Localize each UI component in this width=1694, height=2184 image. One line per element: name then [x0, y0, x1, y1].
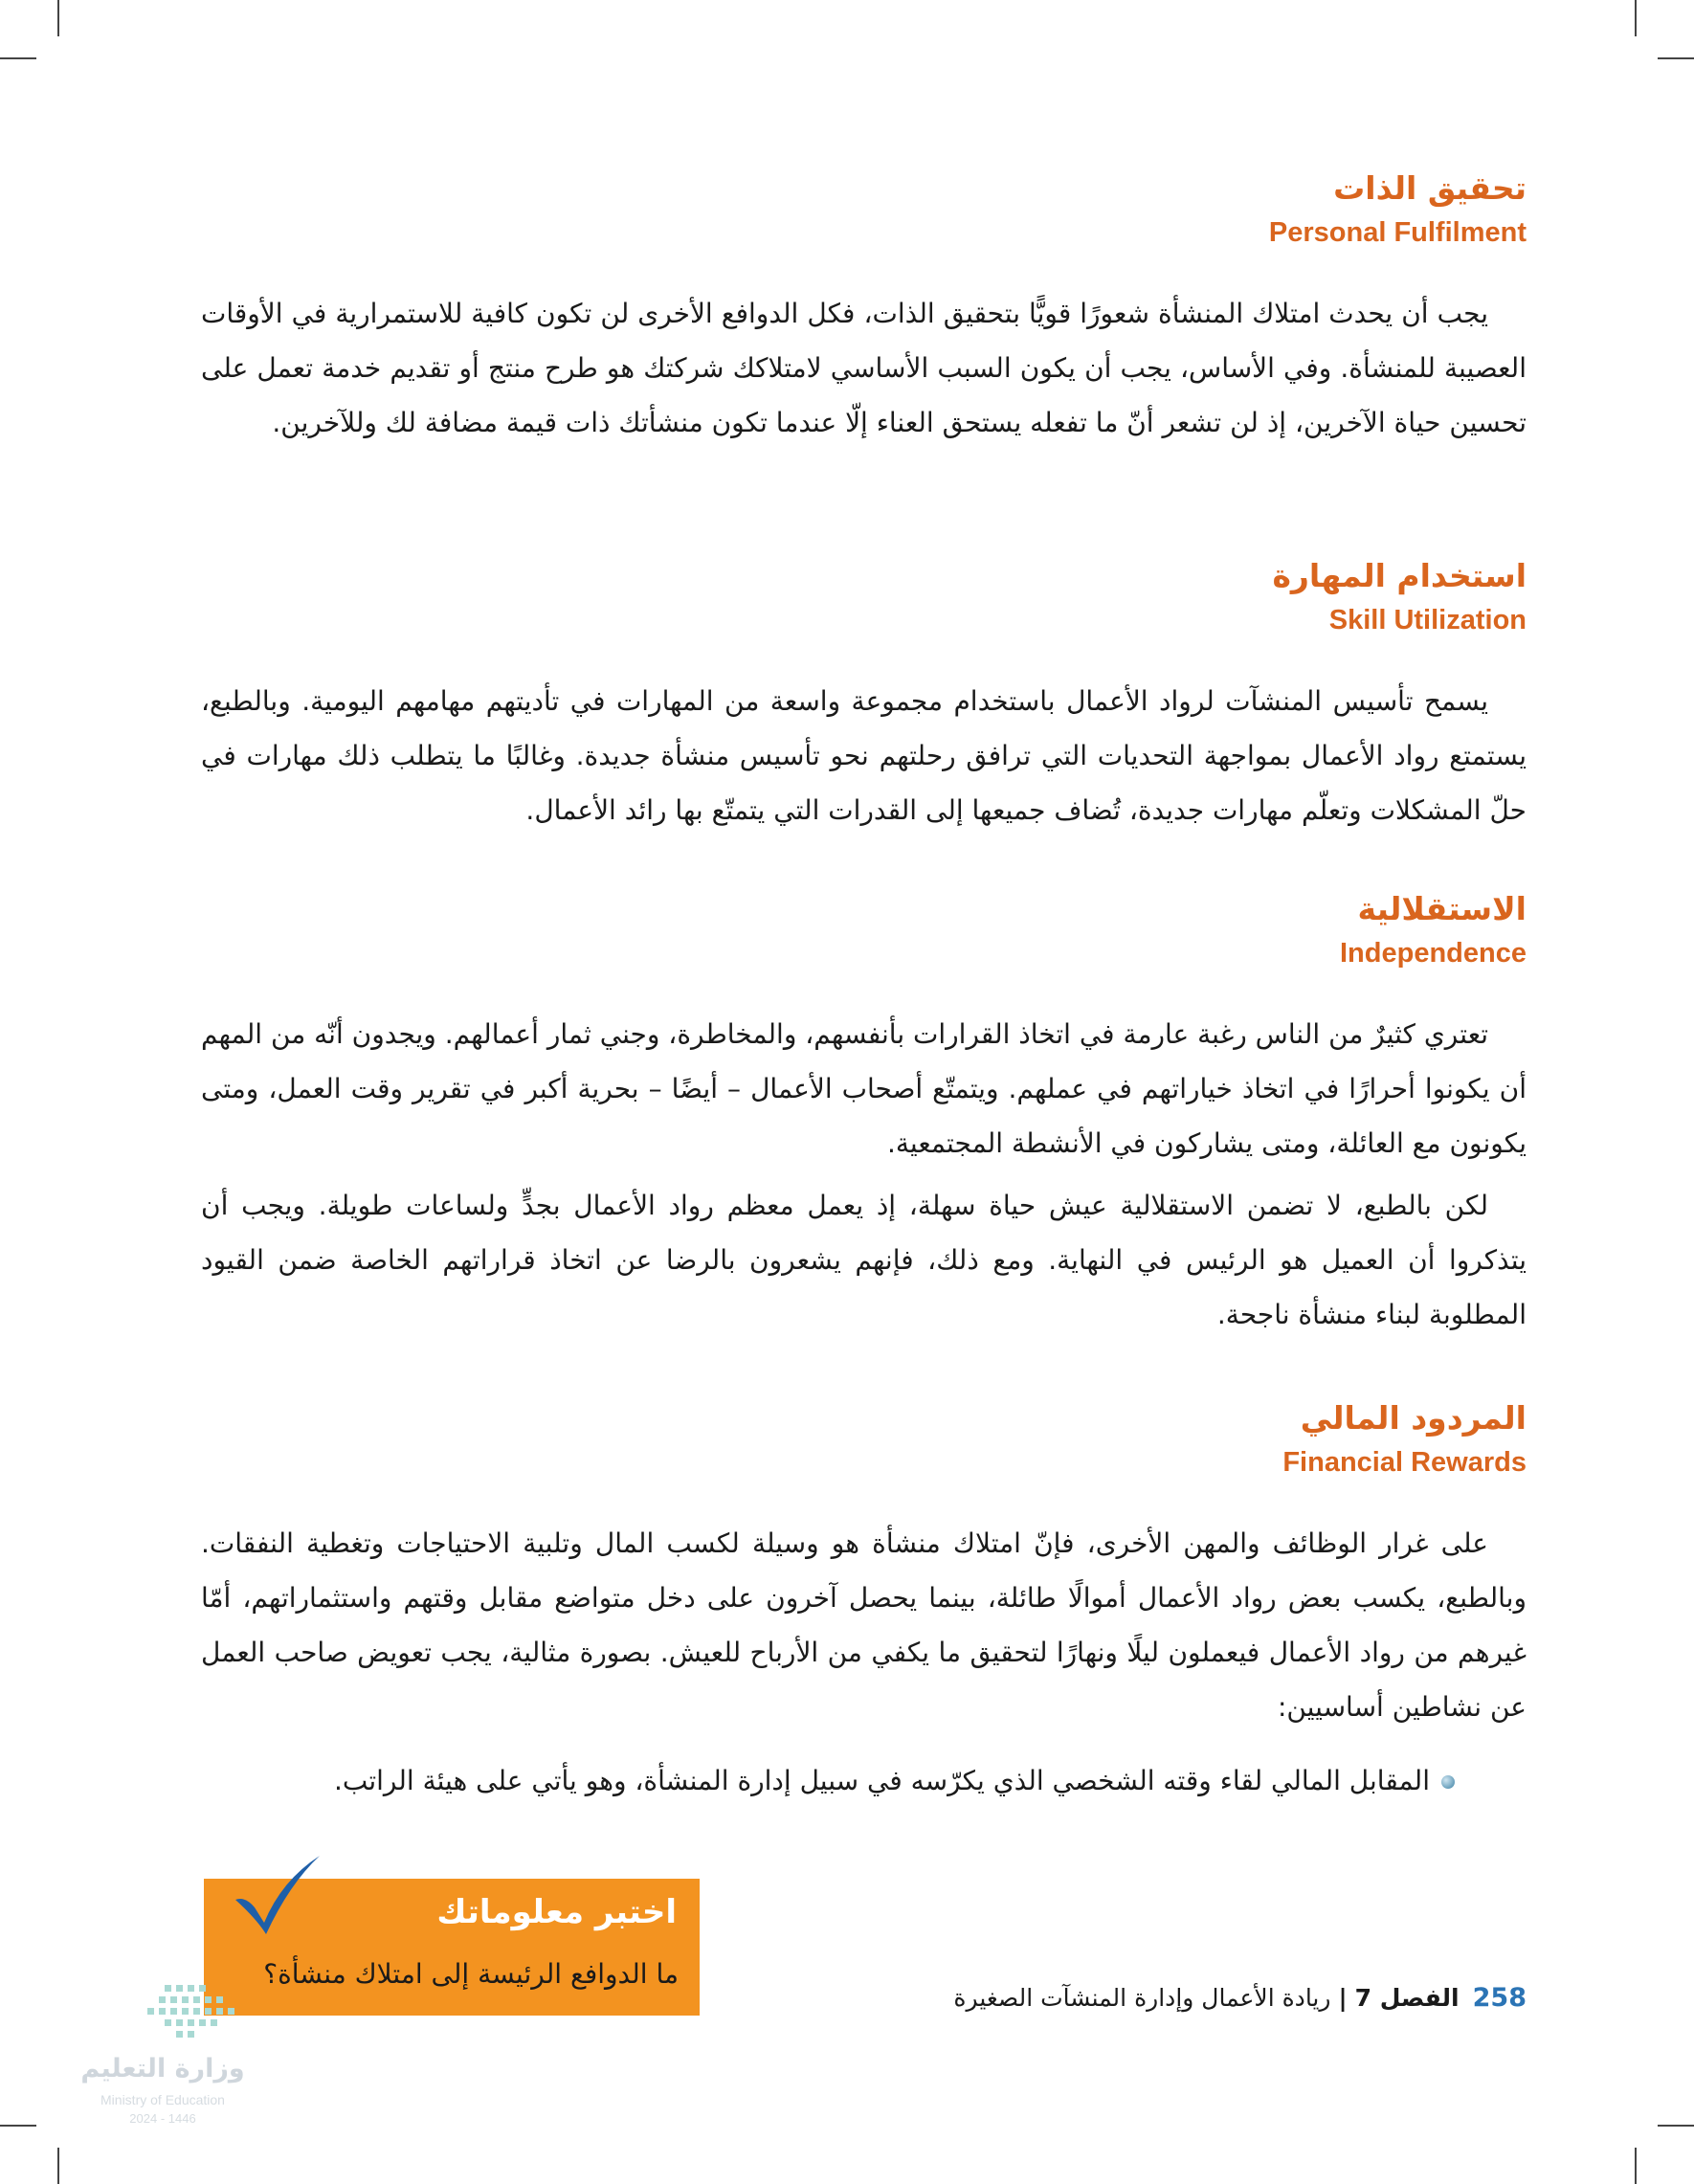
bullet-text: المقابل المالي لقاء وقته الشخصي الذي يكرّسه في سبيل إدارة المنشأة، وهو يأتي على هيئة الراتب. [333, 1765, 1430, 1796]
section-title-en: Personal Fulfilment [1268, 217, 1527, 248]
ministry-name-en: Ministry of Education [100, 2092, 225, 2107]
section-title-ar: المردود المالي [1300, 1399, 1527, 1437]
section-personal-fulfilment [201, 167, 1527, 450]
paragraph: يسمح تأسيس المنشآت لرواد الأعمال باستخدام مجموعة واسعة من المهارات في تأديتهم مهامهم اليومية. وبالطبع، يستمتع رواد الأعمال بمواجهة التحديات التي ترافق رحلتهم نحو تأسيس منشأة جديدة. وغالبًا ما يتطلب ذلك مهارات في حلّ المشكلات وتعلّم مهارات جديدة، تُضاف جميعها إلى القدرات التي يتمتّع بها رائد الأعمال. [201, 685, 1527, 826]
checkmark-icon [228, 1852, 323, 1938]
bullet-icon [1441, 1775, 1455, 1789]
section-title-en: Independence [1340, 938, 1527, 969]
section-title-ar: تحقيق الذات [1333, 169, 1527, 207]
crop-mark [57, 0, 59, 36]
logo-dots-icon [77, 1979, 249, 2046]
chapter-label: الفصل 7 [1354, 1984, 1460, 2012]
crop-mark [0, 2125, 36, 2127]
crop-mark [57, 2148, 59, 2184]
section-title-ar: استخدام المهارة [1272, 557, 1527, 594]
page-number: 258 [1472, 1983, 1527, 2013]
paragraph: لكن بالطبع، لا تضمن الاستقلالية عيش حياة سهلة، إذ يعمل معظم رواد الأعمال بجدٍّ ولساعات طويلة. ويجب أن يتذكروا أن العميل هو الرئيس في النهاية. ومع ذلك، فإنهم يشعرون بالرضا عن اتخاذ قراراتهم الخاصة ضمن القيود المطلوبة لبناء منشأة ناجحة. [201, 1190, 1527, 1330]
paragraph: على غرار الوظائف والمهن الأخرى، فإنّ امتلاك منشأة هو وسيلة لكسب المال وتلبية الاحتياجات وتغطية النفقات. وبالطبع، يكسب بعض رواد الأعمال أموالًا طائلة، بينما يحصل آخرون على دخل متواضع مقابل وقتهم واستثماراتهم، أمّا غيرهم من رواد الأعمال فيعملون ليلًا ونهارًا لتحقيق ما يكفي من الأرباح للعيش. بصورة مثالية، يجب تعويض صاحب العمل عن نشاطين أساسيين: [201, 1527, 1527, 1723]
page-footer [861, 1979, 1527, 2017]
section-independence [201, 888, 1527, 1342]
ministry-logo [77, 1979, 268, 2171]
crop-mark [0, 57, 36, 59]
ministry-name-ar: وزارة التعليم [80, 2054, 245, 2084]
edition-year: 2024 - 1446 [129, 2111, 196, 2126]
chapter-title: ريادة الأعمال وإدارة المنشآت الصغيرة [953, 1984, 1331, 2012]
section-title-en: Skill Utilization [1328, 605, 1527, 635]
crop-mark [1635, 0, 1637, 36]
crop-mark [1635, 2148, 1637, 2184]
quiz-question: ما الدوافع الرئيسة إلى امتلاك منشأة؟ [263, 1958, 679, 1990]
paragraph: تعتري كثيرٌ من الناس رغبة عارمة في اتخاذ القرارات بأنفسهم، والمخاطرة، وجني ثمار أعمالهم. ويجدون أنّه من المهم أن يكونوا أحرارًا في اتخاذ خياراتهم في عملهم. ويتمتّع أصحاب الأعمال – أيضًا – بحرية أكبر في تقرير وقت العمل، ومتى يكونون مع العائلة، ومتى يشاركون في الأنشطة المجتمعية. [201, 1018, 1527, 1159]
list-item [201, 1753, 1455, 1808]
paragraph: يجب أن يحدث امتلاك المنشأة شعورًا قويًّا بتحقيق الذات، فكل الدوافع الأخرى لن تكون كافية للاستمرارية في الأوقات العصيبة للمنشأة. وفي الأساس، يجب أن يكون السبب الأساسي لامتلاكك شركتك هو طرح منتج أو تقديم خدمة تعمل على تحسين حياة الآخرين، إذ لن تشعر أنّ ما تفعله يستحق العناء إلّا عندما تكون منشأتك ذات قيمة مضافة لك وللآخرين. [201, 298, 1527, 438]
crop-mark [1658, 2125, 1694, 2127]
crop-mark [1658, 57, 1694, 59]
section-skill-utilization [201, 555, 1527, 837]
section-financial-rewards [201, 1397, 1527, 1734]
section-title-ar: الاستقلالية [1357, 890, 1527, 927]
quiz-title: اختبر معلوماتك [436, 1893, 677, 1931]
footer-separator: | [1338, 1984, 1348, 2012]
section-title-en: Financial Rewards [1282, 1447, 1527, 1478]
